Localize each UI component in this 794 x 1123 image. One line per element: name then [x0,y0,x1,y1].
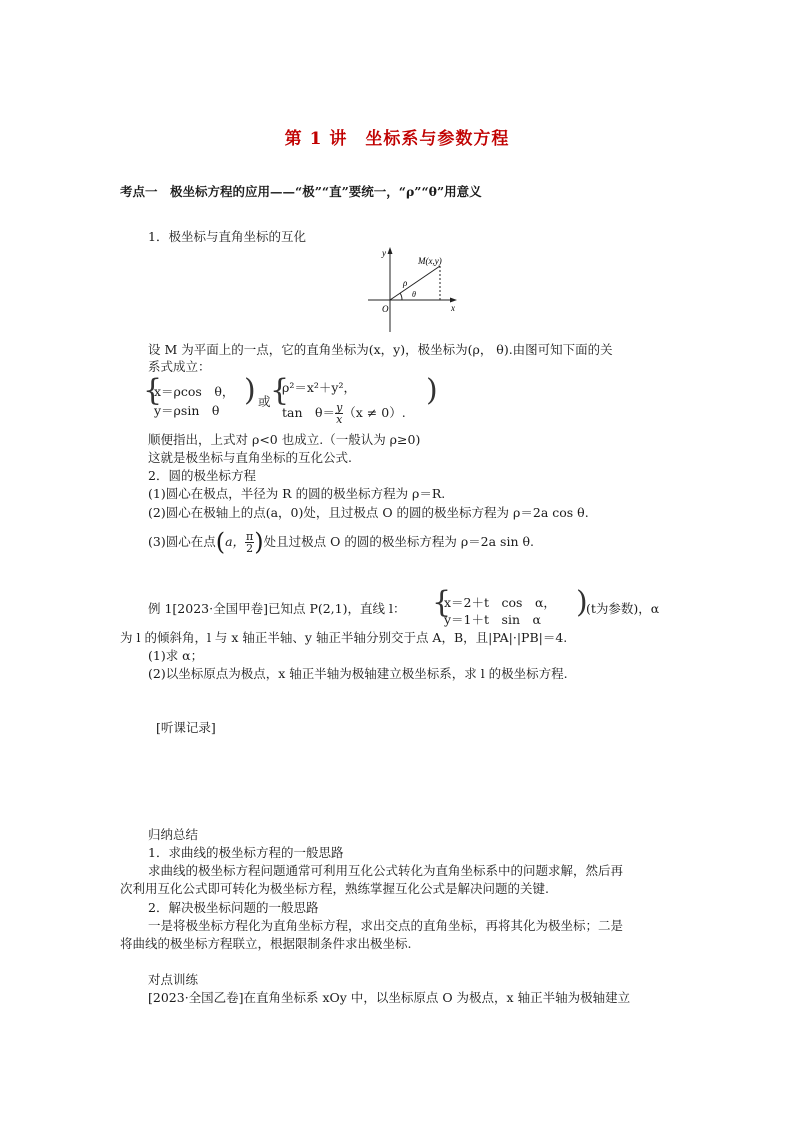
eq-tan [282,402,406,425]
angle-arc [400,293,402,300]
practice-line: [2023·全国乙卷]在直角坐标系 xOy 中，以坐标原点 O 为极点，x 轴正半轴为极轴建立 [148,990,631,1005]
page-title: 第 1 讲 坐标系与参数方程 [284,129,510,149]
point-m-label: M(x,y) [418,256,442,266]
circle-1: (1)圆心在极点，半径为 R 的圆的极坐标方程为 ρ＝R. [148,486,446,501]
note-1: 顺便指出，上式对 ρ<0 也成立.（一般认为 ρ≥0) [148,432,421,447]
summary-1-heading: 1．求曲线的极坐标方程的一般思路 [148,845,344,860]
example-brace: { [432,585,452,620]
circle-2: (2)圆心在极轴上的点(a，0)处，且过极点 O 的圆的极坐标方程为 ρ＝2a cos θ. [148,505,589,520]
note-2: 这就是极坐标与直角坐标的互化公式. [148,450,352,465]
summary-heading: 归纳总结 [148,827,199,842]
eq-or: 或 [258,394,271,409]
origin-label: O [382,304,389,314]
polar-coordinate-diagram [362,244,472,336]
summary-1-line-2: 次利用互化公式即可转化为极坐标方程，熟练掌握互化公式是解决问题的关键. [120,881,549,896]
section-2-heading: 2．圆的极坐标方程 [148,468,256,483]
paragraph-1: 设 M 为平面上的一点，它的直角坐标为(x，y)，极坐标为(ρ， θ).由图可知下面的关 [148,342,613,357]
example-1-tail: (t为参数)，α [586,601,660,616]
example-q2: (2)以坐标原点为极点，x 轴正半轴为极轴建立极坐标系，求 l 的极坐标方程. [148,666,568,681]
circle-3-a: a， [225,534,246,549]
right-paren-2: ) [426,373,438,408]
example-1-line-2: 为 l 的倾斜角，l 与 x 轴正半轴、y 轴正半轴分别交于点 A，B，且|PA|·|PB|＝4. [120,630,568,645]
example-line-y: y＝1＋t sin α [444,612,541,627]
summary-2-line-1: 一是将极坐标方程化为直角坐标方程，求出交点的直角坐标，再将其化为极坐标；二是 [148,918,624,933]
eq-y: y＝ρsin θ [154,403,220,418]
frac-numerator: y [336,401,343,414]
y-axis-arrow [388,247,393,254]
frac-two: 2 [246,542,254,555]
circle-3-pre: (3)圆心在点 [148,534,216,549]
close-paren: ) [254,528,264,556]
circle-3 [148,528,534,556]
right-paren-1: ) [244,373,256,408]
eq-tan-condition: （x ≠ 0）. [343,405,406,420]
summary-2-heading: 2．解决极坐标问题的一般思路 [148,900,319,915]
summary-1-line-1: 求曲线的极坐标方程问题通常可利用互化公式转化为直角坐标系中的问题求解，然后再 [148,863,624,878]
eq-tan-label: tan θ＝ [282,405,336,420]
example-right-paren: ) [576,585,588,620]
eq-rho2: ρ²＝x²＋y²， [282,380,356,395]
x-label: x [451,303,455,313]
kaodian-heading: 考点一 极坐标方程的应用——“极”“直”要统一，“ρ”“θ”用意义 [120,184,482,199]
fraction-pi-over-2 [245,531,254,554]
rho-label: ρ [403,278,408,288]
left-brace-2: { [270,373,290,408]
frac-pi: π [246,530,254,543]
theta-label: θ [412,290,416,299]
practice-heading: 对点训练 [148,972,199,987]
example-line-x: x＝2＋t cos α， [444,595,556,610]
frac-denominator: x [336,413,343,426]
example-1-intro: 例 1[2023·全国甲卷]已知点 P(2,1)，直线 l： [148,601,406,616]
open-paren: ( [215,528,226,556]
listen-record: [听课记录] [156,720,216,735]
circle-3-post: 处且过极点 O 的圆的极坐标方程为 ρ＝2a sin θ. [263,534,534,549]
x-axis-arrow [450,298,457,303]
eq-x: x＝ρcos θ， [154,384,235,399]
section-1-heading: 1．极坐标与直角坐标的互化 [148,229,306,244]
paragraph-1-cont: 系式成立： [148,359,211,374]
example-q1: (1)求 α； [148,648,204,663]
y-label: y [382,248,386,258]
left-brace-1: { [143,373,163,408]
summary-2-line-2: 将曲线的极坐标方程联立，根据限制条件求出极坐标. [120,936,412,951]
